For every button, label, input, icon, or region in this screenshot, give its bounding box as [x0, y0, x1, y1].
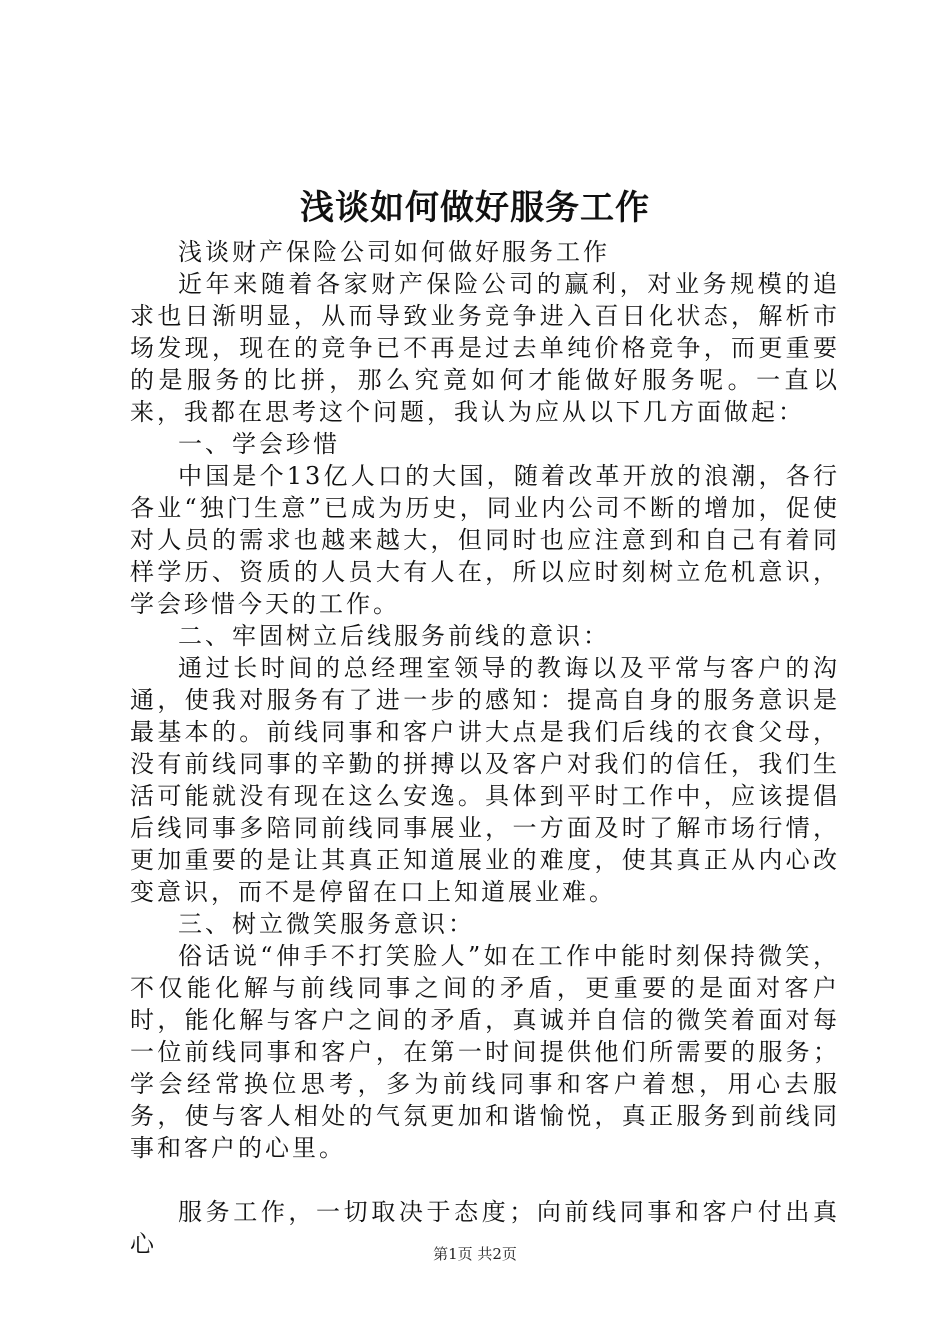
section-heading-2: 二、牢固树立后线服务前线的意识： [178, 622, 610, 650]
section-paragraph-2: 通过长时间的总经理室领导的教诲以及平常与客户的沟通，使我对服务有了进一步的感知：提高自身的服务意识是最基本的。前线同事和客户讲大点是我们后线的衣食父母，没有前线同事的辛勤的拼搏以及客户对我们的信任，我们生活可能就没有现在这么安逸。具体到平时工作中，应该提倡后线同事多陪同前线同事展业，一方面及时了解市场行情，更加重要的是让其真正知道展业的难度，使其真正从内心改变意识，而不是停留在口上知道展业难。 [130, 654, 840, 906]
section-heading-1: 一、学会珍惜 [178, 430, 340, 458]
closing-paragraph: 服务工作，一切取决于态度；向前线同事和客户付出真心 [130, 1198, 840, 1258]
subtitle-paragraph: 浅谈财产保险公司如何做好服务工作 [178, 238, 610, 266]
section-paragraph-3: 俗话说“伸手不打笑脸人”如在工作中能时刻保持微笑，不仅能化解与前线同事之间的矛盾，更重要的是面对客户时，能化解与客户之间的矛盾，真诚并自信的微笑着面对每一位前线同事和客户，在第一时间提供他们所需要的服务；学会经常换位思考，多为前线同事和客户着想，用心去服务，使与客人相处的气氛更加和谐愉悦，真正服务到前线同事和客户的心里。 [130, 942, 840, 1162]
document-body [130, 236, 840, 1260]
section-heading-3: 三、树立微笑服务意识： [178, 910, 475, 938]
page-indicator: 第1页 共2页 [433, 1245, 517, 1263]
document-title: 浅谈如何做好服务工作 [300, 188, 650, 228]
intro-paragraph: 近年来随着各家财产保险公司的赢利，对业务规模的追求也日渐明显，从而导致业务竞争进入百日化状态，解析市场发现，现在的竞争已不再是过去单纯价格竞争，而更重要的是服务的比拼，那么究竟如何才能做好服务呢。一直以来，我都在思考这个问题，我认为应从以下几方面做起： [130, 270, 840, 426]
section-paragraph-1: 中国是个13亿人口的大国，随着改革开放的浪潮，各行各业“独门生意”已成为历史，同业内公司不断的增加，促使对人员的需求也越来越大，但同时也应注意到和自己有着同样学历、资质的人员大有人在，所以应时刻树立危机意识，学会珍惜今天的工作。 [130, 462, 840, 618]
